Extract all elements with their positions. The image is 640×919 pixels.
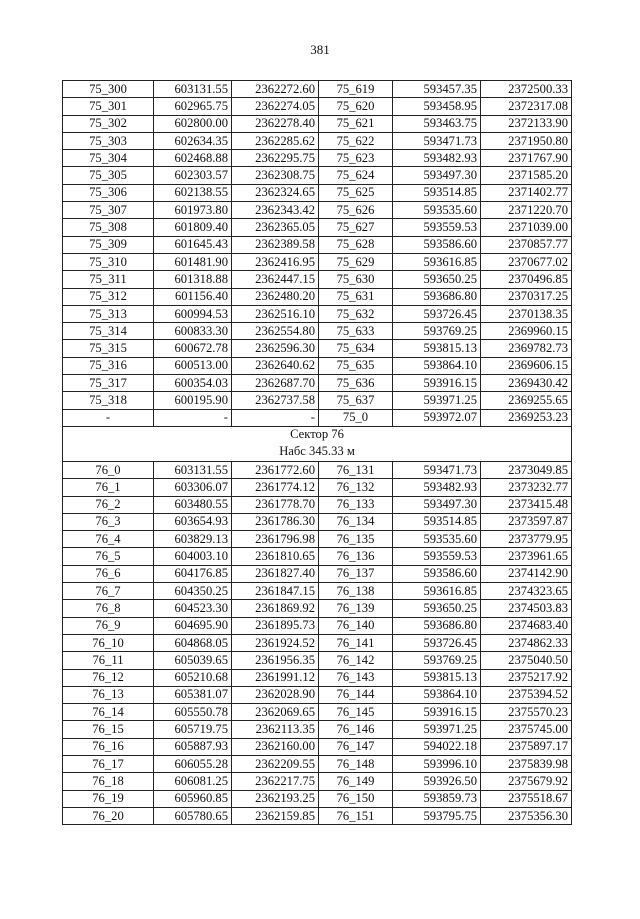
cell-y-coord: 2361869.92 <box>232 600 319 617</box>
cell-x-coord: 601481.90 <box>154 253 232 270</box>
cell-y-coord: 2375570.23 <box>481 704 572 721</box>
cell-point-id: 76_9 <box>63 617 154 634</box>
cell-point-id: 76_143 <box>319 669 393 686</box>
cell-y-coord: 2375518.67 <box>481 790 572 807</box>
sector-header-row <box>63 426 572 461</box>
cell-x-coord: 593864.10 <box>393 686 481 703</box>
cell-y-coord: 2362069.65 <box>232 704 319 721</box>
cell-point-id: 75_303 <box>63 132 154 149</box>
table-row <box>63 202 572 219</box>
cell-y-coord: 2372133.90 <box>481 115 572 132</box>
cell-x-coord: 593535.60 <box>393 531 481 548</box>
table-row <box>63 773 572 790</box>
cell-x-coord: 602634.35 <box>154 132 232 149</box>
cell-x-coord: 605039.65 <box>154 652 232 669</box>
cell-point-id: 76_8 <box>63 600 154 617</box>
cell-y-coord: 2374323.65 <box>481 583 572 600</box>
cell-x-coord: 593463.75 <box>393 115 481 132</box>
cell-x-coord: 601645.43 <box>154 236 232 253</box>
cell-y-coord: 2372500.33 <box>481 81 572 98</box>
cell-point-id: - <box>63 409 154 426</box>
cell-point-id: 75_627 <box>319 219 393 236</box>
cell-y-coord: 2362554.80 <box>232 323 319 340</box>
cell-x-coord: 593514.85 <box>393 184 481 201</box>
cell-x-coord: 603829.13 <box>154 531 232 548</box>
cell-x-coord: 601973.80 <box>154 202 232 219</box>
table-row <box>63 755 572 772</box>
table-row <box>63 669 572 686</box>
cell-y-coord: 2373961.65 <box>481 548 572 565</box>
cell-x-coord: 593769.25 <box>393 323 481 340</box>
cell-point-id: 75_630 <box>319 271 393 288</box>
cell-x-coord: 593972.07 <box>393 409 481 426</box>
cell-point-id: 76_131 <box>319 461 393 478</box>
cell-point-id: 75_310 <box>63 253 154 270</box>
cell-x-coord: 593916.15 <box>393 704 481 721</box>
cell-y-coord: 2370677.02 <box>481 253 572 270</box>
table-row <box>63 479 572 496</box>
cell-y-coord: 2362274.05 <box>232 98 319 115</box>
cell-y-coord: 2362324.65 <box>232 184 319 201</box>
cell-x-coord: 593559.53 <box>393 548 481 565</box>
cell-point-id: 76_141 <box>319 634 393 651</box>
cell-point-id: 75_634 <box>319 340 393 357</box>
cell-point-id: 76_0 <box>63 461 154 478</box>
cell-x-coord: 602965.75 <box>154 98 232 115</box>
cell-y-coord: 2362480.20 <box>232 288 319 305</box>
cell-point-id: 75_620 <box>319 98 393 115</box>
cell-x-coord: 593795.75 <box>393 807 481 824</box>
cell-y-coord: 2361924.52 <box>232 634 319 651</box>
cell-point-id: 75_312 <box>63 288 154 305</box>
cell-y-coord: 2371767.90 <box>481 150 572 167</box>
table-row <box>63 357 572 374</box>
cell-x-coord: 605780.65 <box>154 807 232 824</box>
table-row <box>63 253 572 270</box>
table-row <box>63 652 572 669</box>
cell-point-id: 76_11 <box>63 652 154 669</box>
cell-y-coord: 2371950.80 <box>481 132 572 149</box>
cell-point-id: 75_0 <box>319 409 393 426</box>
cell-x-coord: 600672.78 <box>154 340 232 357</box>
cell-point-id: 76_142 <box>319 652 393 669</box>
cell-point-id: 75_302 <box>63 115 154 132</box>
table-row <box>63 704 572 721</box>
sector-title-cell <box>63 426 572 461</box>
table-row <box>63 115 572 132</box>
cell-y-coord: 2362113.35 <box>232 721 319 738</box>
sector-title: Сектор 76 <box>290 426 344 441</box>
cell-y-coord: 2372317.08 <box>481 98 572 115</box>
cell-x-coord: 593686.80 <box>393 288 481 305</box>
cell-point-id: 76_137 <box>319 565 393 582</box>
sector-76-rows <box>63 461 572 824</box>
cell-x-coord: 605381.07 <box>154 686 232 703</box>
cell-y-coord: 2375839.98 <box>481 755 572 772</box>
cell-x-coord: 593482.93 <box>393 150 481 167</box>
cell-x-coord: 605960.85 <box>154 790 232 807</box>
cell-x-coord: 593971.25 <box>393 721 481 738</box>
cell-x-coord: 593586.60 <box>393 565 481 582</box>
cell-y-coord: 2369255.65 <box>481 392 572 409</box>
cell-point-id: 76_132 <box>319 479 393 496</box>
cell-x-coord: 593815.13 <box>393 340 481 357</box>
cell-x-coord: 593726.45 <box>393 634 481 651</box>
cell-point-id: 75_304 <box>63 150 154 167</box>
cell-point-id: 76_149 <box>319 773 393 790</box>
cell-y-coord: 2375040.50 <box>481 652 572 669</box>
cell-y-coord: 2369430.42 <box>481 375 572 392</box>
cell-point-id: 76_151 <box>319 807 393 824</box>
table-row <box>63 81 572 98</box>
cell-x-coord: 601156.40 <box>154 288 232 305</box>
cell-point-id: 76_148 <box>319 755 393 772</box>
cell-x-coord: 593996.10 <box>393 755 481 772</box>
cell-point-id: 75_622 <box>319 132 393 149</box>
table-row <box>63 686 572 703</box>
cell-x-coord: 600833.30 <box>154 323 232 340</box>
cell-point-id: 75_318 <box>63 392 154 409</box>
table-row <box>63 375 572 392</box>
cell-y-coord: 2362028.90 <box>232 686 319 703</box>
cell-y-coord: 2362272.60 <box>232 81 319 98</box>
cell-y-coord: 2361810.65 <box>232 548 319 565</box>
cell-x-coord: 593686.80 <box>393 617 481 634</box>
cell-point-id: 76_4 <box>63 531 154 548</box>
table-row <box>63 409 572 426</box>
cell-point-id: 76_146 <box>319 721 393 738</box>
cell-x-coord: 593482.93 <box>393 479 481 496</box>
cell-y-coord: 2362447.15 <box>232 271 319 288</box>
cell-x-coord: 605550.78 <box>154 704 232 721</box>
cell-y-coord: 2361772.60 <box>232 461 319 478</box>
cell-y-coord: 2374683.40 <box>481 617 572 634</box>
cell-y-coord: 2362308.75 <box>232 167 319 184</box>
table-row <box>63 150 572 167</box>
cell-x-coord: 593815.13 <box>393 669 481 686</box>
cell-x-coord: 593971.25 <box>393 392 481 409</box>
table-row <box>63 496 572 513</box>
cell-point-id: 75_307 <box>63 202 154 219</box>
cell-y-coord: 2370496.85 <box>481 271 572 288</box>
table-row <box>63 634 572 651</box>
cell-x-coord: 593457.35 <box>393 81 481 98</box>
cell-x-coord: 593926.50 <box>393 773 481 790</box>
coordinates-table <box>62 80 572 825</box>
table-row <box>63 132 572 149</box>
cell-y-coord: 2371220.70 <box>481 202 572 219</box>
table-row <box>63 531 572 548</box>
cell-y-coord: 2370857.77 <box>481 236 572 253</box>
table-row <box>63 288 572 305</box>
cell-y-coord: 2362285.62 <box>232 132 319 149</box>
cell-point-id: 75_624 <box>319 167 393 184</box>
cell-point-id: 76_18 <box>63 773 154 790</box>
cell-point-id: 76_135 <box>319 531 393 548</box>
cell-x-coord: 600195.90 <box>154 392 232 409</box>
cell-x-coord: 593769.25 <box>393 652 481 669</box>
cell-x-coord: 603480.55 <box>154 496 232 513</box>
cell-point-id: 76_140 <box>319 617 393 634</box>
cell-point-id: 76_17 <box>63 755 154 772</box>
cell-y-coord: 2362209.55 <box>232 755 319 772</box>
cell-point-id: 75_635 <box>319 357 393 374</box>
cell-point-id: 75_632 <box>319 305 393 322</box>
cell-point-id: 76_2 <box>63 496 154 513</box>
sector-height: Набс 345.33 м <box>279 443 355 458</box>
cell-point-id: 76_7 <box>63 583 154 600</box>
cell-y-coord: 2361827.40 <box>232 565 319 582</box>
cell-y-coord: 2362365.05 <box>232 219 319 236</box>
cell-y-coord: 2362295.75 <box>232 150 319 167</box>
table-row <box>63 583 572 600</box>
cell-point-id: 76_147 <box>319 738 393 755</box>
cell-y-coord: 2369960.15 <box>481 323 572 340</box>
table-row <box>63 236 572 253</box>
table-row <box>63 617 572 634</box>
cell-y-coord: 2361895.73 <box>232 617 319 634</box>
cell-point-id: 75_316 <box>63 357 154 374</box>
cell-x-coord: 593458.95 <box>393 98 481 115</box>
cell-point-id: 75_309 <box>63 236 154 253</box>
cell-point-id: 76_20 <box>63 807 154 824</box>
cell-y-coord: 2361847.15 <box>232 583 319 600</box>
cell-y-coord: 2362159.85 <box>232 807 319 824</box>
cell-x-coord: 593471.73 <box>393 461 481 478</box>
sector-header <box>63 426 572 461</box>
cell-y-coord: 2362687.70 <box>232 375 319 392</box>
cell-x-coord: 601809.40 <box>154 219 232 236</box>
cell-x-coord: 593535.60 <box>393 202 481 219</box>
cell-point-id: 75_314 <box>63 323 154 340</box>
cell-point-id: 76_139 <box>319 600 393 617</box>
cell-x-coord: 593616.85 <box>393 583 481 600</box>
cell-point-id: 76_144 <box>319 686 393 703</box>
table-row <box>63 461 572 478</box>
cell-x-coord: 593726.45 <box>393 305 481 322</box>
cell-y-coord: 2362416.95 <box>232 253 319 270</box>
cell-x-coord: 605210.68 <box>154 669 232 686</box>
cell-y-coord: 2375394.52 <box>481 686 572 703</box>
cell-y-coord: 2373049.85 <box>481 461 572 478</box>
cell-point-id: 76_3 <box>63 513 154 530</box>
cell-y-coord: 2375356.30 <box>481 807 572 824</box>
cell-point-id: 76_5 <box>63 548 154 565</box>
cell-y-coord: 2373779.95 <box>481 531 572 548</box>
cell-x-coord: 603131.55 <box>154 461 232 478</box>
cell-x-coord: 604176.85 <box>154 565 232 582</box>
table-row <box>63 340 572 357</box>
cell-y-coord: 2374862.33 <box>481 634 572 651</box>
cell-point-id: 76_15 <box>63 721 154 738</box>
cell-point-id: 75_301 <box>63 98 154 115</box>
cell-y-coord: 2361786.30 <box>232 513 319 530</box>
cell-point-id: 75_629 <box>319 253 393 270</box>
table-row <box>63 167 572 184</box>
cell-point-id: 75_631 <box>319 288 393 305</box>
cell-x-coord: 600513.00 <box>154 357 232 374</box>
cell-y-coord: 2362389.58 <box>232 236 319 253</box>
cell-y-coord: 2362596.30 <box>232 340 319 357</box>
cell-y-coord: 2375217.92 <box>481 669 572 686</box>
cell-point-id: 76_10 <box>63 634 154 651</box>
cell-x-coord: 606081.25 <box>154 773 232 790</box>
cell-x-coord: 601318.88 <box>154 271 232 288</box>
cell-y-coord: 2375745.00 <box>481 721 572 738</box>
table-row <box>63 738 572 755</box>
cell-y-coord: 2369253.23 <box>481 409 572 426</box>
cell-point-id: 76_138 <box>319 583 393 600</box>
cell-x-coord: 604868.05 <box>154 634 232 651</box>
cell-y-coord: 2374503.83 <box>481 600 572 617</box>
table-row <box>63 548 572 565</box>
table-row <box>63 565 572 582</box>
cell-y-coord: 2361796.98 <box>232 531 319 548</box>
cell-y-coord: 2375897.17 <box>481 738 572 755</box>
cell-point-id: 75_308 <box>63 219 154 236</box>
table-row <box>63 513 572 530</box>
cell-x-coord: 593497.30 <box>393 496 481 513</box>
cell-x-coord: 603654.93 <box>154 513 232 530</box>
page-number: 381 <box>310 42 330 57</box>
table-row <box>63 271 572 288</box>
cell-point-id: 76_19 <box>63 790 154 807</box>
cell-y-coord: 2361778.70 <box>232 496 319 513</box>
cell-y-coord: 2362193.25 <box>232 790 319 807</box>
cell-point-id: 75_637 <box>319 392 393 409</box>
cell-y-coord: 2373232.77 <box>481 479 572 496</box>
cell-point-id: 75_306 <box>63 184 154 201</box>
table-row <box>63 305 572 322</box>
cell-x-coord: 593559.53 <box>393 219 481 236</box>
cell-x-coord: 593864.10 <box>393 357 481 374</box>
cell-y-coord: 2361991.12 <box>232 669 319 686</box>
cell-y-coord: 2362160.00 <box>232 738 319 755</box>
cell-y-coord: 2369782.73 <box>481 340 572 357</box>
cell-point-id: 76_6 <box>63 565 154 582</box>
cell-y-coord: 2371402.77 <box>481 184 572 201</box>
cell-point-id: 75_305 <box>63 167 154 184</box>
cell-x-coord: 602138.55 <box>154 184 232 201</box>
table-row <box>63 219 572 236</box>
cell-point-id: 76_14 <box>63 704 154 721</box>
cell-x-coord: 604350.25 <box>154 583 232 600</box>
cell-y-coord: 2371039.00 <box>481 219 572 236</box>
cell-x-coord: 603131.55 <box>154 81 232 98</box>
cell-point-id: 75_623 <box>319 150 393 167</box>
table-row <box>63 184 572 201</box>
cell-y-coord: 2362737.58 <box>232 392 319 409</box>
cell-point-id: 75_317 <box>63 375 154 392</box>
cell-y-coord: - <box>232 409 319 426</box>
cell-y-coord: 2374142.90 <box>481 565 572 582</box>
cell-x-coord: 602800.00 <box>154 115 232 132</box>
cell-y-coord: 2373415.48 <box>481 496 572 513</box>
cell-x-coord: 602468.88 <box>154 150 232 167</box>
cell-point-id: 76_145 <box>319 704 393 721</box>
table-row <box>63 721 572 738</box>
cell-point-id: 76_12 <box>63 669 154 686</box>
cell-x-coord: 600354.03 <box>154 375 232 392</box>
table-row <box>63 807 572 824</box>
cell-point-id: 75_636 <box>319 375 393 392</box>
cell-point-id: 75_311 <box>63 271 154 288</box>
cell-x-coord: 604695.90 <box>154 617 232 634</box>
cell-point-id: 76_150 <box>319 790 393 807</box>
cell-y-coord: 2370317.25 <box>481 288 572 305</box>
cell-y-coord: 2361774.12 <box>232 479 319 496</box>
cell-x-coord: 593616.85 <box>393 253 481 270</box>
cell-x-coord: 605887.93 <box>154 738 232 755</box>
cell-y-coord: 2362217.75 <box>232 773 319 790</box>
cell-point-id: 76_136 <box>319 548 393 565</box>
cell-x-coord: 600994.53 <box>154 305 232 322</box>
cell-y-coord: 2362343.42 <box>232 202 319 219</box>
cell-x-coord: 605719.75 <box>154 721 232 738</box>
cell-x-coord: 593497.30 <box>393 167 481 184</box>
cell-x-coord: 593514.85 <box>393 513 481 530</box>
cell-y-coord: 2362516.10 <box>232 305 319 322</box>
table-row <box>63 600 572 617</box>
sector-75-rows <box>63 81 572 427</box>
cell-x-coord: 593859.73 <box>393 790 481 807</box>
table-row <box>63 392 572 409</box>
cell-point-id: 75_633 <box>319 323 393 340</box>
cell-x-coord: 603306.07 <box>154 479 232 496</box>
cell-point-id: 75_625 <box>319 184 393 201</box>
cell-x-coord: 604003.10 <box>154 548 232 565</box>
cell-x-coord: - <box>154 409 232 426</box>
cell-x-coord: 593916.15 <box>393 375 481 392</box>
cell-y-coord: 2371585.20 <box>481 167 572 184</box>
cell-y-coord: 2362278.40 <box>232 115 319 132</box>
cell-y-coord: 2373597.87 <box>481 513 572 530</box>
cell-x-coord: 594022.18 <box>393 738 481 755</box>
cell-point-id: 76_134 <box>319 513 393 530</box>
cell-point-id: 76_16 <box>63 738 154 755</box>
cell-point-id: 75_626 <box>319 202 393 219</box>
cell-point-id: 75_619 <box>319 81 393 98</box>
table-row <box>63 323 572 340</box>
cell-x-coord: 593650.25 <box>393 600 481 617</box>
cell-y-coord: 2369606.15 <box>481 357 572 374</box>
table-row <box>63 98 572 115</box>
cell-x-coord: 593471.73 <box>393 132 481 149</box>
cell-y-coord: 2362640.62 <box>232 357 319 374</box>
cell-point-id: 75_621 <box>319 115 393 132</box>
cell-x-coord: 604523.30 <box>154 600 232 617</box>
table-row <box>63 790 572 807</box>
cell-point-id: 75_313 <box>63 305 154 322</box>
cell-x-coord: 593650.25 <box>393 271 481 288</box>
cell-y-coord: 2361956.35 <box>232 652 319 669</box>
cell-point-id: 76_13 <box>63 686 154 703</box>
cell-point-id: 75_315 <box>63 340 154 357</box>
cell-x-coord: 593586.60 <box>393 236 481 253</box>
cell-y-coord: 2375679.92 <box>481 773 572 790</box>
cell-x-coord: 606055.28 <box>154 755 232 772</box>
cell-point-id: 76_1 <box>63 479 154 496</box>
cell-x-coord: 602303.57 <box>154 167 232 184</box>
cell-y-coord: 2370138.35 <box>481 305 572 322</box>
cell-point-id: 75_628 <box>319 236 393 253</box>
cell-point-id: 75_300 <box>63 81 154 98</box>
cell-point-id: 76_133 <box>319 496 393 513</box>
